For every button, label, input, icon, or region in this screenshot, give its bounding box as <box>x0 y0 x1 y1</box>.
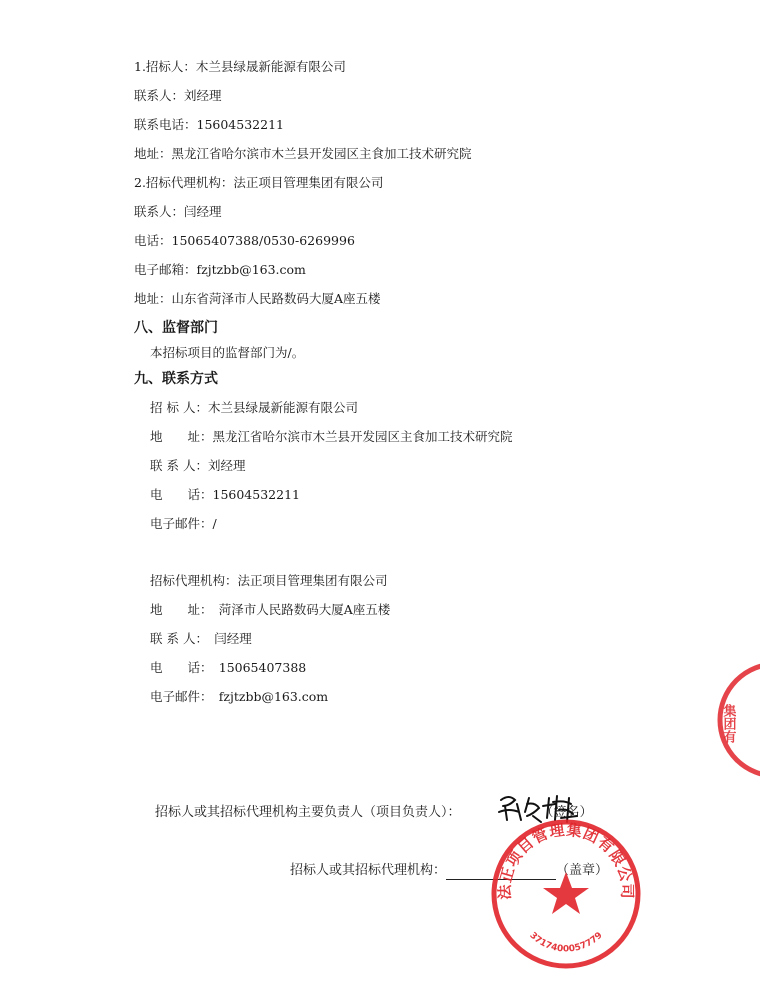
seal-text: 法正项目管理集团有限公司 <box>495 820 637 900</box>
seal-number: 3717400057779 <box>527 930 605 955</box>
contact-agency-address: 地 址： 菏泽市人民路数码大厦A座五楼 <box>150 602 391 617</box>
tenderer-phone-line: 联系电话：15604532211 <box>134 117 284 132</box>
partial-seal-text: 集团有 <box>720 704 736 743</box>
seal-star-icon <box>543 872 589 914</box>
contact-tenderer-phone: 电 话：15604532211 <box>150 487 300 502</box>
contact-tenderer-email: 电子邮件：/ <box>150 516 217 531</box>
contact-tenderer-address: 地 址：黑龙江省哈尔滨市木兰县开发园区主食加工技术研究院 <box>150 429 513 444</box>
contact-agency-email: 电子邮件： fzjtzbb@163.com <box>150 689 329 704</box>
agency-contact-line: 联系人：闫经理 <box>134 204 222 219</box>
tenderer-contact-line: 联系人：刘经理 <box>134 88 222 103</box>
contact-agency-phone: 电 话： 15065407388 <box>150 660 307 675</box>
agency-email-line: 电子邮箱：fzjtzbb@163.com <box>134 262 306 277</box>
principal-suffix: （签名） <box>540 805 593 820</box>
svg-text:3717400057779 <box>527 931 604 955</box>
partial-seal-edge <box>714 660 760 780</box>
contact-agency-name: 招标代理机构：法正项目管理集团有限公司 <box>150 573 388 588</box>
agency-phone-line: 电话：15065407388/0530-6269996 <box>134 233 355 248</box>
supervision-text: 本招标项目的监督部门为/。 <box>150 345 305 360</box>
contact-agency-person: 联 系 人： 闫经理 <box>150 631 252 646</box>
contact-tenderer-name: 招 标 人：木兰县绿晟新能源有限公司 <box>150 400 358 415</box>
contact-tenderer-person: 联 系 人：刘经理 <box>150 458 246 473</box>
agency-stamp-label: 招标人或其招标代理机构： <box>290 863 447 878</box>
tenderer-line: 1.招标人：木兰县绿晟新能源有限公司 <box>134 59 346 74</box>
section-heading-contact: 九、联系方式 <box>134 371 218 387</box>
principal-label: 招标人或其招标代理机构主要负责人（项目负责人）： <box>155 805 461 820</box>
agency-address-line: 地址：山东省菏泽市人民路数码大厦A座五楼 <box>134 291 381 306</box>
tenderer-address-line: 地址：黑龙江省哈尔滨市木兰县开发园区主食加工技术研究院 <box>134 146 472 161</box>
section-heading-supervision: 八、监督部门 <box>134 320 218 336</box>
agency-line: 2.招标代理机构：法正项目管理集团有限公司 <box>134 175 384 190</box>
agency-stamp-suffix: （盖章） <box>556 863 609 878</box>
company-seal <box>488 816 644 972</box>
